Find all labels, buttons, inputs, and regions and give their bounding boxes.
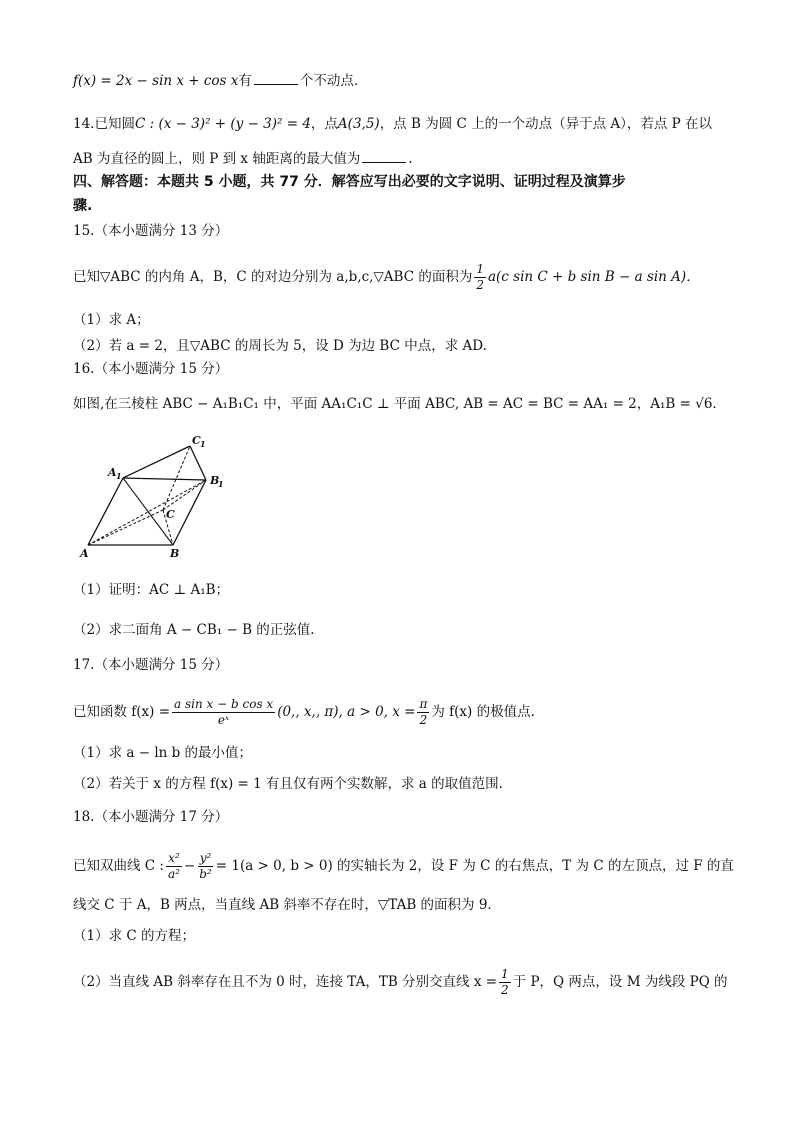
q18-stem-b: = 1(a > 0, b > 0) 的实轴长为 2，设 F 为 C 的右焦点，T 为 C 的左顶点，过 F 的直 <box>215 858 734 874</box>
edge-b-b1 <box>173 480 206 545</box>
q17-stem <box>73 697 734 728</box>
q18-part2-a: （2）当直线 AB 斜率存在且不为 0 时，连接 TA，TB 分别交直线 x = <box>73 974 498 990</box>
q18-line2: 线交 C 于 A，B 两点，当直线 AB 斜率不存在时，▽TAB 的面积为 9． <box>73 897 501 913</box>
q16-part1: （1）证明：AC ⊥ A₁B； <box>73 582 230 598</box>
q14-line1 <box>73 114 734 134</box>
q18-heading: 18.（本小题满分 17 分） <box>73 809 229 825</box>
q16-stem: 如图,在三棱柱 ABC − A₁B₁C₁ 中，平面 AA₁C₁C ⊥ 平面 ABC, AB = AC = BC = AA₁ = 2，A₁B = √6． <box>73 396 726 412</box>
label-c: C <box>166 508 175 521</box>
q13-tail-line <box>73 70 734 91</box>
label-b: B <box>170 547 180 560</box>
q18-frac1-den: a² <box>167 867 180 881</box>
q18-minus: − <box>183 858 196 874</box>
edge-c1-b1 <box>190 446 206 480</box>
prism-diagram <box>78 430 238 562</box>
label-a1-sub: 1 <box>116 471 122 481</box>
q13-text-end: 个不动点. <box>299 73 359 89</box>
q18-frac2-num: y² <box>199 851 212 865</box>
q17-fraction2 <box>417 697 429 728</box>
q18-p2-frac-den: 2 <box>501 983 509 997</box>
q15-frac-num: 1 <box>476 262 484 276</box>
section4-heading-line1: 四、解答题：本题共 5 小题，共 77 分．解答应写出必要的文字说明、证明过程及演算步 <box>73 174 626 190</box>
q15-stem-a: 已知▽ABC 的内角 A，B，C 的对边分别为 a,b,c,▽ABC 的面积为 <box>73 269 473 285</box>
q14-line1-a: 14.已知圆 <box>73 116 135 132</box>
q18-frac1-num: x² <box>168 851 180 865</box>
section4-heading-line2: 骤. <box>73 198 93 214</box>
q16-heading: 16.（本小题满分 15 分） <box>73 361 229 377</box>
edge-a-c <box>88 510 163 545</box>
q18-part2-b: 于 P，Q 两点，设 M 为线段 PQ 的 <box>512 974 728 990</box>
q17-frac-den: eˣ <box>217 713 230 727</box>
label-b1: B <box>210 474 220 487</box>
q17-frac2-num: π <box>419 697 428 711</box>
q14-line1-c: ，点 B 为圆 C 上的一个动点（异于点 A），若点 P 在以 <box>379 116 713 132</box>
edge-a1-c1 <box>123 446 190 478</box>
q14-line2-end: . <box>408 151 413 167</box>
q18-fraction1 <box>166 851 182 882</box>
q15-part2: （2）若 a = 2，且▽ABC 的周长为 5，设 D 为边 BC 中点，求 AD. <box>73 338 487 354</box>
q17-fraction <box>172 697 275 728</box>
q18-part1: （1）求 C 的方程； <box>73 928 196 944</box>
q17-heading: 17.（本小题满分 15 分） <box>73 657 229 673</box>
label-c1-sub: 1 <box>200 439 206 449</box>
q15-stem-b: a(c sin C + b sin B − a sin A)． <box>487 269 700 285</box>
q14-circle-formula: C : (x − 3)² + (y − 3)² = 4 <box>134 116 311 132</box>
q14-line2 <box>73 148 734 169</box>
q14-line1-b: ，点 <box>310 116 338 132</box>
q16-part2: （2）求二面角 A − CB₁ − B 的正弦值. <box>73 622 315 638</box>
label-c1: C <box>192 434 201 447</box>
q17-stem-c: 为 f(x) 的极值点. <box>431 704 535 720</box>
q17-frac2-den: 2 <box>419 713 428 727</box>
prism-figure <box>78 430 238 562</box>
q18-fraction2 <box>197 851 214 882</box>
label-a: A <box>80 547 89 560</box>
q15-fraction <box>474 262 486 293</box>
q18-p2-frac-num: 1 <box>501 967 509 981</box>
q17-part1: （1）求 a − ln b 的最小值； <box>73 745 253 761</box>
q18-stem-a: 已知双曲线 C : <box>73 858 164 874</box>
q17-part2: （2）若关于 x 的方程 f(x) = 1 有且仅有两个实数解，求 a 的取值范围. <box>73 776 503 792</box>
label-b1-sub: 1 <box>218 479 224 489</box>
q13-text-after: 有 <box>238 73 252 89</box>
q18-part2-fraction <box>499 967 511 998</box>
edge-a1-b1 <box>123 478 206 480</box>
q14-answer-blank[interactable] <box>362 148 406 163</box>
q14-line2-a: AB 为直径的圆上，则 P 到 x 轴距离的最大值为 <box>73 151 361 167</box>
q13-answer-blank[interactable] <box>254 70 298 85</box>
q18-stem <box>73 851 734 882</box>
q13-formula: f(x) = 2x − sin x + cos x <box>73 73 239 89</box>
q14-point-a: A(3,5) <box>337 116 380 132</box>
q15-part1: （1）求 A； <box>73 312 150 328</box>
label-a1: A <box>108 466 117 479</box>
q17-frac-num: a sin x − b cos x <box>174 697 274 711</box>
q15-frac-den: 2 <box>476 278 484 292</box>
q15-heading: 15.（本小题满分 13 分） <box>73 223 229 239</box>
q17-stem-b: (0,, x,, π), a > 0, x = <box>277 704 416 720</box>
q18-frac2-den: b² <box>199 867 212 881</box>
q18-part2 <box>73 967 734 998</box>
q15-stem <box>73 262 734 293</box>
q17-stem-a: 已知函数 f(x) = <box>73 704 171 720</box>
